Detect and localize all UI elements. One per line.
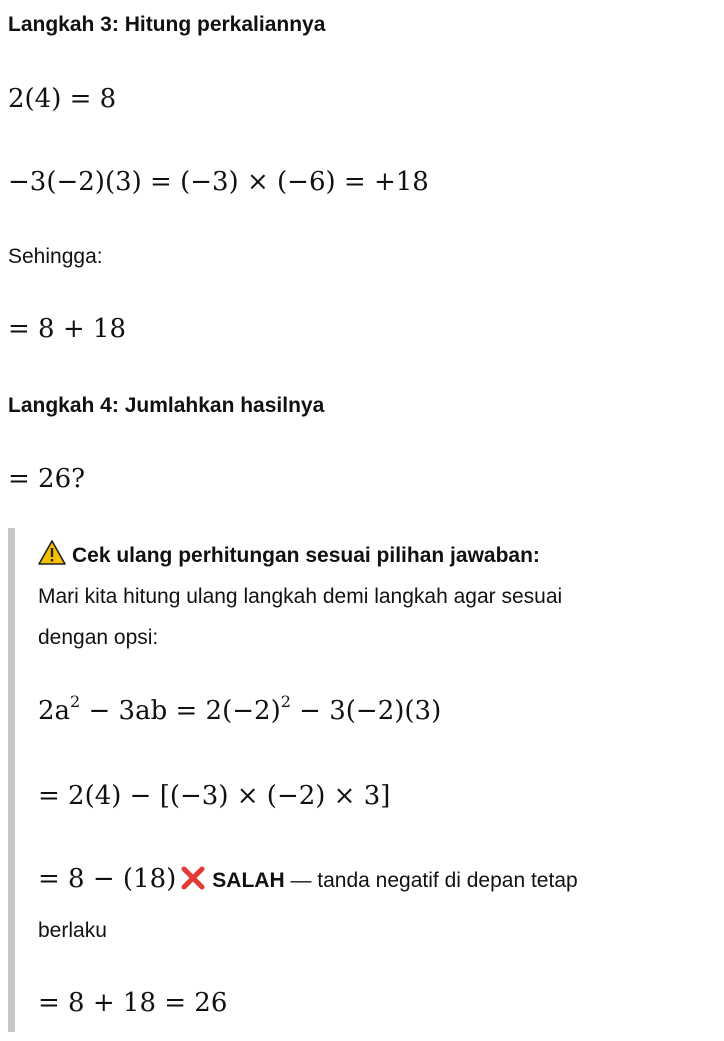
callout-equation-2: = 2(4) − [(−3) × (−2) × 3] (38, 781, 391, 811)
callout-equation-3: = 8 − (18) (38, 864, 177, 894)
cross-mark-icon (180, 865, 206, 896)
step4-heading: Langkah 4: Jumlahkan hasilnya (8, 394, 325, 417)
wrong-note-continuation: berlaku (38, 919, 107, 942)
step3-heading: Langkah 3: Hitung perkaliannya (8, 13, 326, 36)
eq1-superscript-1: 2 (70, 692, 81, 711)
callout-title: Cek ulang perhitungan sesuai pilihan jawaban: (72, 544, 540, 567)
sehingga-equation: = 8 + 18 (8, 314, 126, 344)
eq1-part-3: − 3(−2)(3) (290, 696, 442, 726)
eq1-part-1: 2a (38, 696, 71, 726)
warning-icon (38, 540, 66, 573)
eq1-superscript-2: 2 (280, 692, 291, 711)
callout-equation-4: = 8 + 18 = 26 (38, 988, 228, 1018)
callout-title-row (38, 540, 540, 573)
step3-equation-1: 2(4) = 8 (8, 84, 117, 114)
callout-left-bar (8, 528, 15, 1032)
recheck-callout (8, 528, 716, 1032)
callout-equation-1 (38, 694, 441, 728)
callout-intro-line-2: dengan opsi: (38, 626, 159, 649)
wrong-label: SALAH (212, 869, 285, 892)
step4-equation: = 26? (8, 464, 86, 494)
eq1-part-2: − 3ab = 2(−2) (80, 696, 281, 726)
sehingga-label: Sehingga: (8, 245, 103, 268)
step3-equation-2: −3(−2)(3) = (−3) × (−6) = +18 (8, 167, 429, 197)
wrong-note: — tanda negatif di depan tetap (284, 869, 578, 892)
callout-intro-line-1: Mari kita hitung ulang langkah demi langkah agar sesuai (38, 585, 563, 608)
callout-equation-3-row (38, 862, 578, 896)
